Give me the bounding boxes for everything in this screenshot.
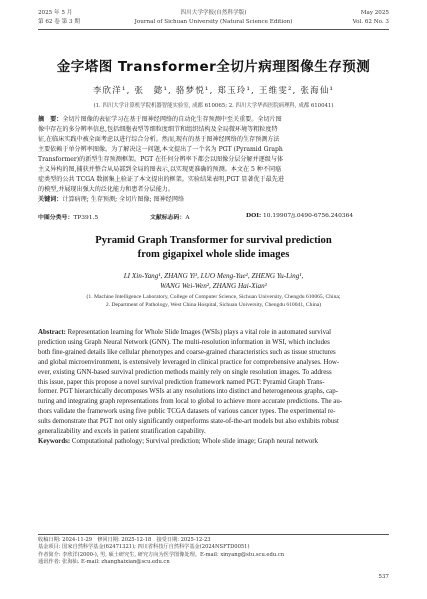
affiliations-en-line: 2. Department of Pathology, West China Hospital, Sichuan University, Chengdu 610041, China) xyxy=(105,301,322,308)
abstract-zh xyxy=(38,115,390,205)
affiliations-en-line: (1. Machine Intelligence Laboratory, College of Computer Science, Sichuan University, Chengdu 610065, China; xyxy=(86,294,341,300)
authors-en xyxy=(0,272,427,291)
abstract-en-line: turing and integrating graph representations from local to global to achieve more accurate predictions. The au- xyxy=(38,398,343,406)
abstract-zh-line: Transformer)的新型生存预测框架。PGT 在任何分辨率下都会以图像分层分解并逐级与体 xyxy=(38,156,284,163)
abstract-zh-line: 主要依赖于单分辨率图像。为了解决这一问题,本文提出了一个名为 PGT (Pyramid Graph xyxy=(38,146,283,153)
header-rule xyxy=(38,29,389,30)
abstract-en-line: this issue, paper this propose a novel survival prediction framework named PGT: Pyramid Graph Trans- xyxy=(38,378,325,386)
footnotes xyxy=(38,537,390,567)
footnote-corresponding: 通讯作者: 张海仙. E-mail: zhanghaixian@scu.edu.cn xyxy=(38,559,170,566)
keywords-zh-value: 计算病理; 生存预测; 全切片图像; 图神经网络 xyxy=(62,196,185,203)
abstract-zh-line: 征,在临床实践中被全面考虑以进行综合分析。然而,现有的基于图神经网络的生存预测方法 xyxy=(38,136,280,143)
title-en-line: from gigapixel whole slide images xyxy=(137,249,290,260)
keywords-en-label: Keywords: xyxy=(38,437,71,445)
footnote-received: 收稿日期: 2024-11-29 修回日期: 2025-12-18 接受日期: 2025-12-23 xyxy=(38,537,211,543)
abstract-en-line: Representation learning for Whole Slide Images (WSIs) plays a vital role in automated survival xyxy=(67,329,332,336)
header-date-zh: 2025 年 5 月 xyxy=(38,10,73,16)
abstract-zh-line: 主义异构的图,捕获并整合从局部到全局的图表示,以实现更准确的预测。本文在 5 种不同癌 xyxy=(38,166,282,173)
abstract-zh-line: 全切片图像的表征学习在基于图神经网络的自动化生存预测中至关重要。全切片图 xyxy=(62,116,282,123)
footnote-rule xyxy=(38,534,389,535)
header-date-en: May 2025 xyxy=(360,10,389,16)
abstract-en-line: prediction using Graph Neural Network (GNN). The multi-resolution information in WSI, which includes xyxy=(38,338,330,346)
clc-value: TP391.5 xyxy=(73,215,99,221)
doi-value[interactable]: 10.19907/j.0490-6756.240364 xyxy=(263,213,354,219)
authors-en-line: LI Xin-Yang¹, ZHANG Yi¹, LUO Meng-Yue¹, ZHENG Yu-Ling¹, xyxy=(123,272,304,280)
abstract-en-line: and global microenvironment, is extensively leveraged in clinical practice for comprehensive analyses. How- xyxy=(38,358,340,366)
document-code-value: A xyxy=(185,215,190,221)
clc-number xyxy=(38,212,98,221)
abstract-en-line: generalizability and excels in patient stratification capability. xyxy=(38,428,206,436)
title-en xyxy=(0,234,427,262)
abstract-en-line: sults demonstrate that PGT not only significantly outperforms state-of-the-art models but also exhibits robust xyxy=(38,418,339,426)
affiliations-zh: (1. 四川大学计算机学院机器智能实验室, 成都 610065; 2. 四川大学华西医院病理科, 成都 610041) xyxy=(93,103,334,109)
abstract-en-line: ever, existing GNN-based survival prediction methods mainly rely on single resolution images. To address xyxy=(38,368,332,376)
doi xyxy=(246,212,353,219)
keywords-en-value: Computational pathology; Survival prediction; Whole slide image; Graph neural network xyxy=(71,437,319,445)
abstract-en-label: Abstract: xyxy=(38,329,66,336)
authors-en-line: WANG Wei-Wen², ZHANG Hai-Xian¹ xyxy=(160,281,267,290)
header-issue-en: Vol. 62 No. 3 xyxy=(352,19,389,25)
page-number: 537 xyxy=(378,574,389,580)
abstract-zh-line: 像中存在的多分辨率信息,包括细胞表型等细粒度细节和组织结构及全局微环境等粗粒度特 xyxy=(38,126,278,133)
affiliations-en xyxy=(0,294,427,309)
footnote-funding: 基金项目: 国家自然科学基金(62471321); 四川省科技厅自然科学基金(2024NSFTD0051) xyxy=(38,544,250,551)
title-zh: 金字塔图 Transformer全切片病理图像生存预测 xyxy=(56,59,371,75)
abstract-zh-line: 的模型,并展现出强大的泛化能力和患者分层能力。 xyxy=(38,186,174,193)
abstract-zh-label: 摘 要： xyxy=(38,116,63,123)
abstract-en xyxy=(38,328,390,447)
keywords-zh-label: 关键词： xyxy=(38,196,63,203)
abstract-zh-line: 症类型的公共 TCGA 数据集上验证了本文提出的框架。实验结果表明,PGT 显著优于最先进 xyxy=(38,176,284,183)
abstract-en-line: former. PGT hierarchically decomposes WSIs at any resolutions into distinct and heterogeneous graphs, cap- xyxy=(38,388,338,396)
doi-label: DOI: xyxy=(246,212,262,219)
document-code xyxy=(150,212,190,221)
title-en-line: Pyramid Graph Transformer for survival prediction xyxy=(95,235,332,246)
footnote-author-bio: 作者简介: 李欣洋(2000-), 男, 硕士研究生, 研究方向为医学图像处理。E-mail: xinyang@stu.scu.edu.cn xyxy=(38,551,285,558)
authors-zh: 李欣洋¹, 张 懿¹, 骆梦悦¹, 郑玉玲¹, 王维雯², 张海仙¹ xyxy=(92,86,335,96)
abstract-en-line: thors validate the framework using five public TCGA datasets of various cancer types. The experimental re- xyxy=(38,408,336,416)
header-journal-en: Journal of Sichuan University (Natural Science Edition) xyxy=(134,19,293,25)
document-code-label: 文献标志码： xyxy=(150,214,186,221)
header-issue-zh: 第 62 卷 第 3 期 xyxy=(38,19,80,25)
header-journal-zh: 四川大学学报(自然科学版) xyxy=(180,10,247,16)
clc-label: 中图分类号： xyxy=(38,214,74,221)
abstract-en-line: both fine-grained details like cellular phenotypes and coarse-grained characteristics such as tissue structures xyxy=(38,348,336,356)
